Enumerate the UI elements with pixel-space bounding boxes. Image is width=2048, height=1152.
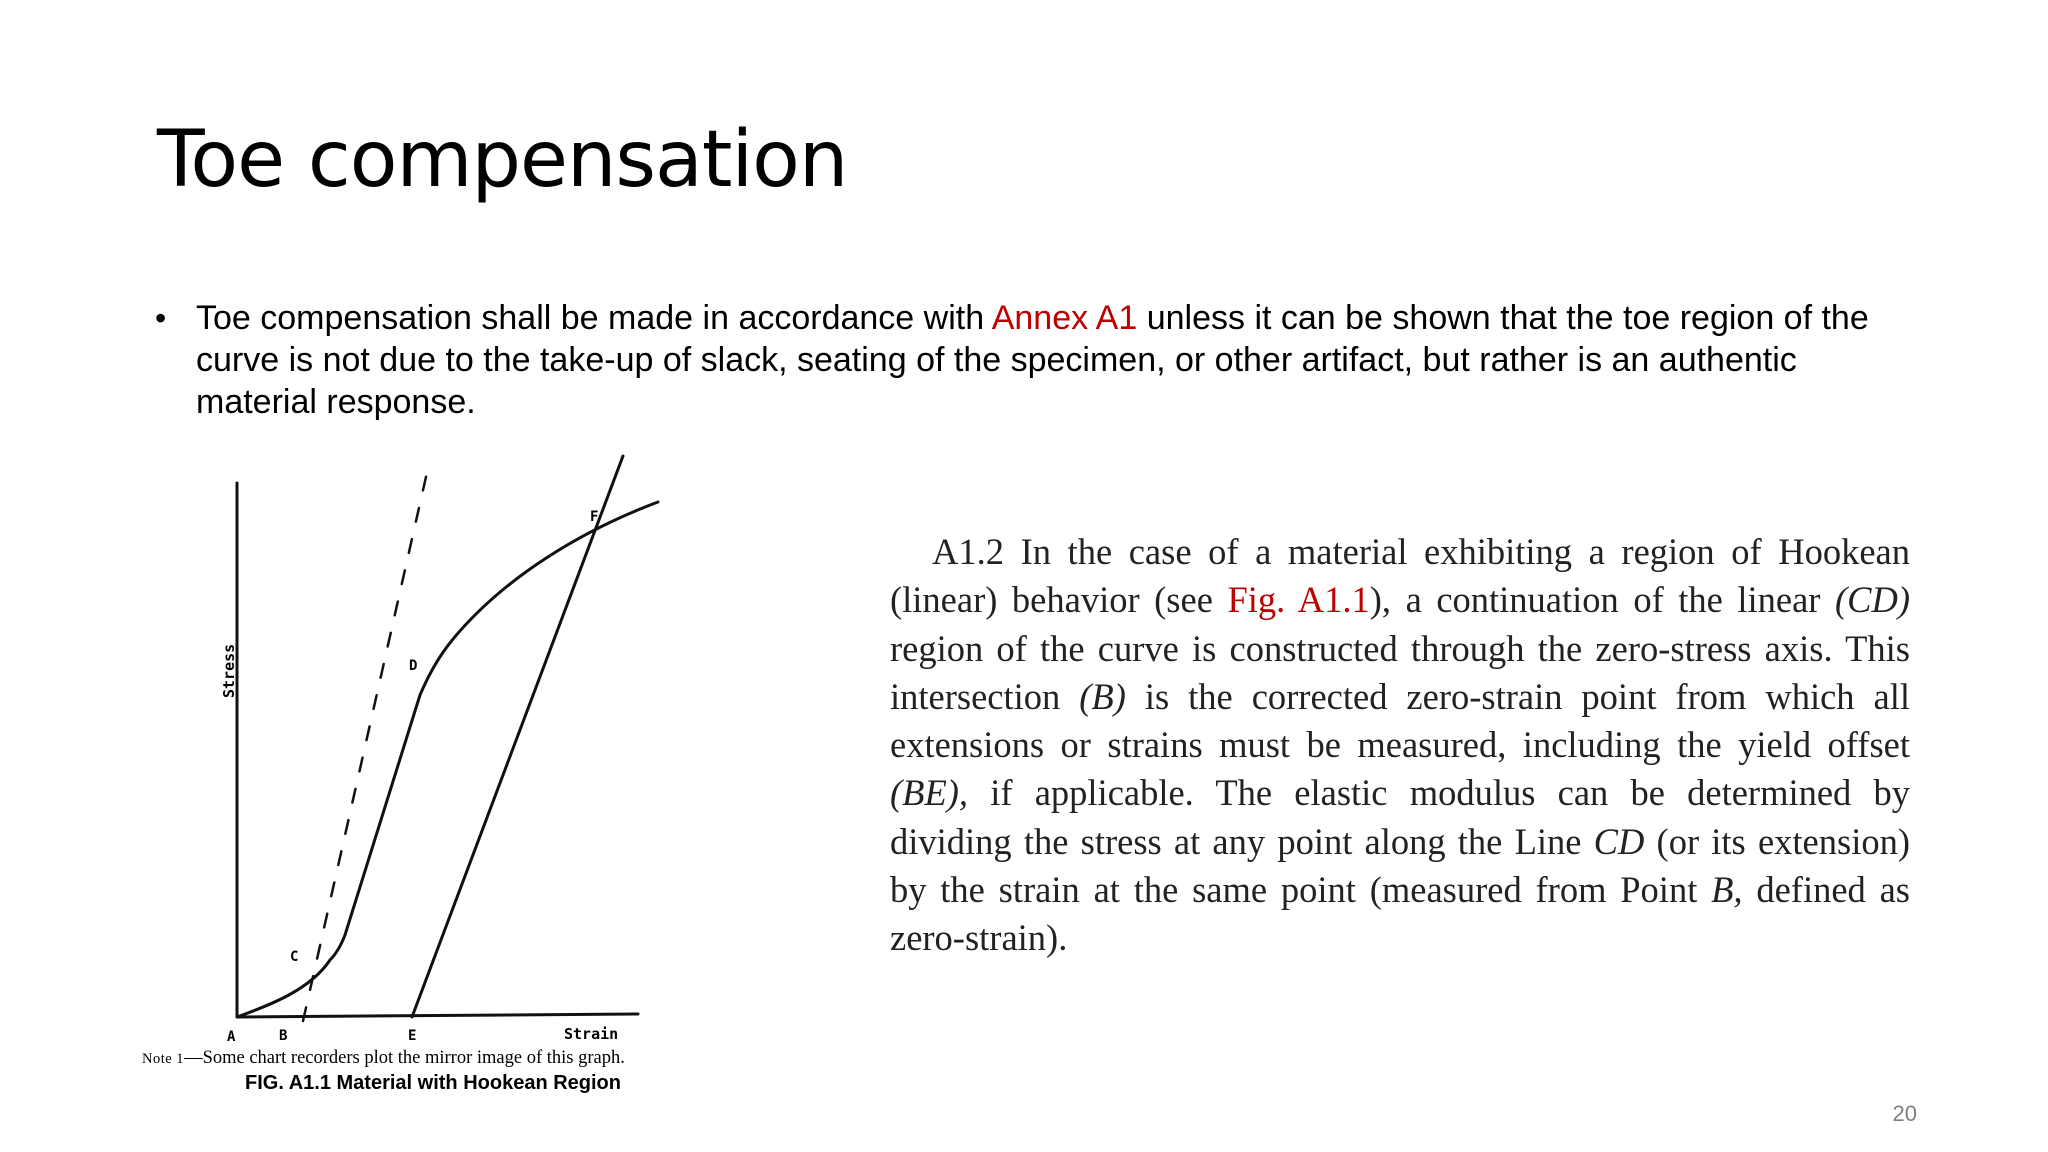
stress-strain-curve <box>237 502 658 1017</box>
note-label: Note 1 <box>142 1051 185 1067</box>
bullet-text <box>196 297 1896 423</box>
excerpt-cd-2: CD <box>1593 820 1645 862</box>
point-label-e: E <box>408 1028 417 1044</box>
point-label-c: C <box>290 949 299 965</box>
excerpt-cd: (CD) <box>1835 579 1911 621</box>
bullet-text-end: unless it can be shown that the toe region of the curve is not due to the take-up of slack, seating of the specimen, or other artifact, but rather is an authentic material response. <box>196 299 1869 421</box>
point-label-f: F <box>590 509 599 525</box>
strain-axis-label: Strain <box>564 1025 619 1043</box>
cd-extension-dashed <box>303 468 428 1021</box>
figure-note <box>142 1048 782 1069</box>
excerpt-part-3: region of the curve is constructed through the zero-stress axis. This intersection <box>890 627 1910 717</box>
fig-a1-1-link[interactable]: Fig. A1.1 <box>1227 579 1370 621</box>
excerpt-b-2: B, <box>1711 869 1743 911</box>
point-label-a: A <box>227 1029 236 1045</box>
note-body: —Some chart recorders plot the mirror image of this graph. <box>184 1048 625 1068</box>
figure-caption: FIG. A1.1 Material with Hookean Region <box>245 1072 621 1094</box>
excerpt-part-2: ), a continuation of the linear <box>1369 579 1835 621</box>
excerpt-part-5: if applicable. The elastic modulus can be determined by dividing the stress at any point along the Line <box>890 772 1910 862</box>
excerpt-part-4: is the corrected zero-strain point from which all extensions or strains must be measured, including the yield offset <box>890 675 1911 766</box>
point-label-d: D <box>409 658 418 674</box>
annex-a1-link[interactable]: Annex A1 <box>991 299 1138 337</box>
slide-title: Toe compensation <box>157 115 848 205</box>
standard-excerpt <box>890 528 1910 963</box>
stress-strain-diagram <box>130 450 770 1050</box>
point-label-b: B <box>279 1028 288 1044</box>
excerpt-b: (B) <box>1079 675 1126 717</box>
excerpt-be: (BE), <box>890 772 969 814</box>
stress-axis-label: Stress <box>220 643 238 698</box>
bullet-marker: • <box>155 300 167 336</box>
excerpt-part-7: defined as zero-strain). <box>890 869 1910 959</box>
bullet-text-start: Toe compensation shall be made in accordance with <box>196 299 992 337</box>
modulus-line-ef <box>412 456 623 1017</box>
page-number: 20 <box>1892 1101 1917 1126</box>
excerpt-part-6: (or its extension) by the strain at the same point (measured from Point <box>890 820 1910 911</box>
hookean-region-figure <box>130 450 770 1110</box>
strain-axis <box>237 1014 638 1017</box>
excerpt-part-1: A1.2 In the case of a material exhibiting a region of Hookean (linear) behavior (see <box>890 531 1910 621</box>
